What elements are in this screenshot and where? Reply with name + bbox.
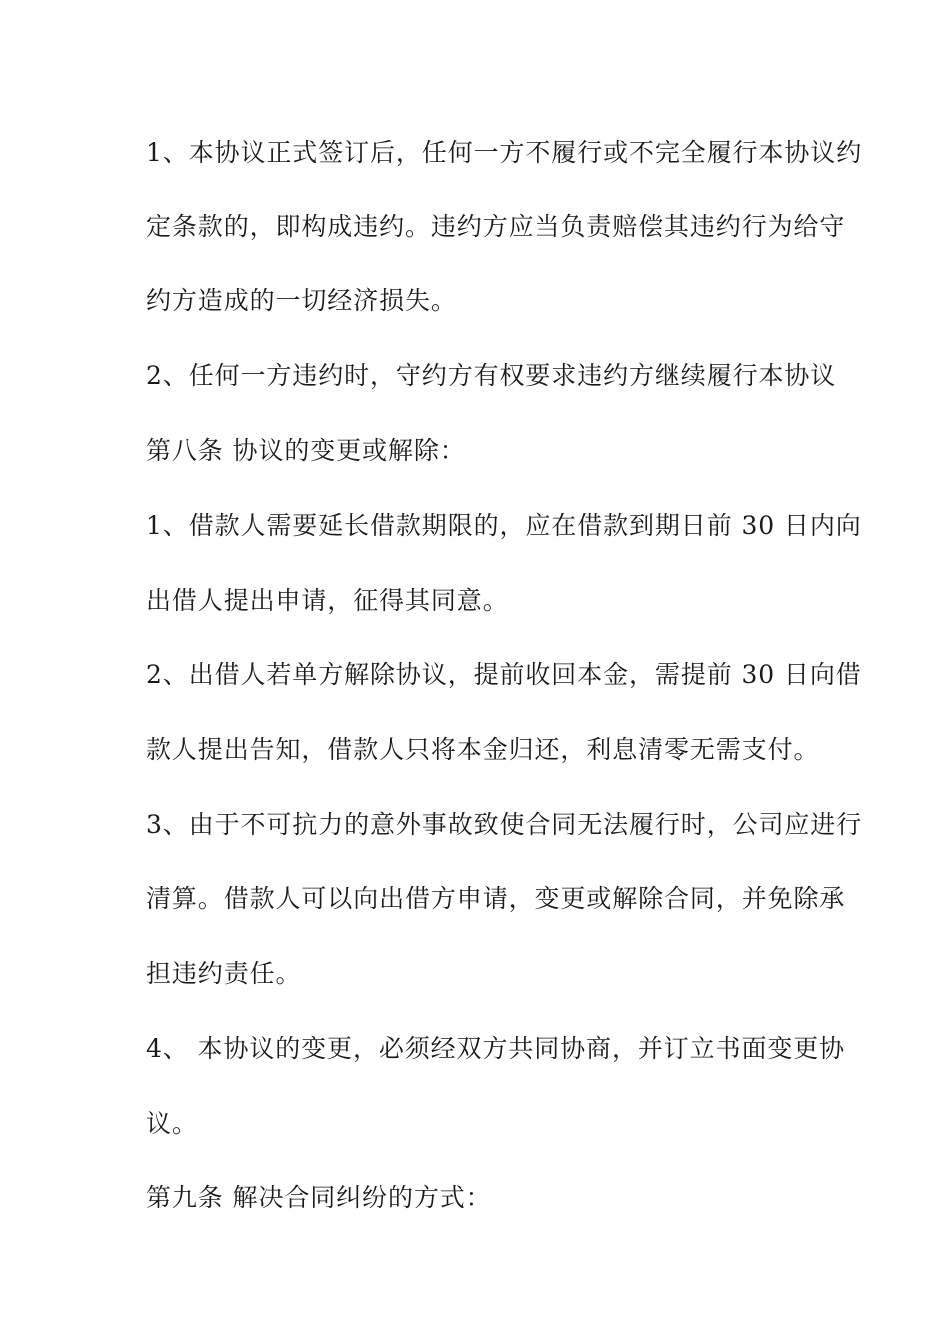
paragraph-7-2-line-1: 2、任何一方违约时，守约方有权要求违约方继续履行本协议	[146, 361, 837, 390]
paragraph-7-1-line-2: 定条款的，即构成违约。违约方应当负责赔偿其违约行为给守	[146, 212, 846, 241]
paragraph-8-3-line-1: 3、由于不可抗力的意外事故致使合同无法履行时，公司应进行	[146, 810, 863, 839]
paragraph-7-1-line-3: 约方造成的一切经济损失。	[146, 286, 457, 315]
paragraph-8-3-line-2: 清算。借款人可以向出借方申请，变更或解除合同，并免除承	[146, 884, 846, 913]
paragraph-8-4-line-1: 4、 本协议的变更，必须经双方共同协商，并订立书面变更协	[146, 1034, 846, 1063]
paragraph-8-4-line-2: 议。	[146, 1109, 198, 1138]
paragraph-8-1-line-1: 1、借款人需要延长借款期限的，应在借款到期日前 30 日内向	[146, 511, 862, 540]
article-9-heading: 第九条 解决合同纠纷的方式：	[146, 1183, 492, 1212]
article-8-heading: 第八条 协议的变更或解除：	[146, 436, 466, 465]
paragraph-8-2-line-2: 款人提出告知，借款人只将本金归还，利息清零无需支付。	[146, 735, 820, 764]
paragraph-7-1-line-1: 1、本协议正式签订后，任何一方不履行或不完全履行本协议约	[146, 138, 863, 167]
paragraph-8-2-line-1: 2、出借人若单方解除协议，提前收回本金，需提前 30 日向借	[146, 660, 862, 689]
paragraph-8-3-line-3: 担违约责任。	[146, 959, 302, 988]
paragraph-8-1-line-2: 出借人提出申请，征得其同意。	[146, 586, 509, 615]
